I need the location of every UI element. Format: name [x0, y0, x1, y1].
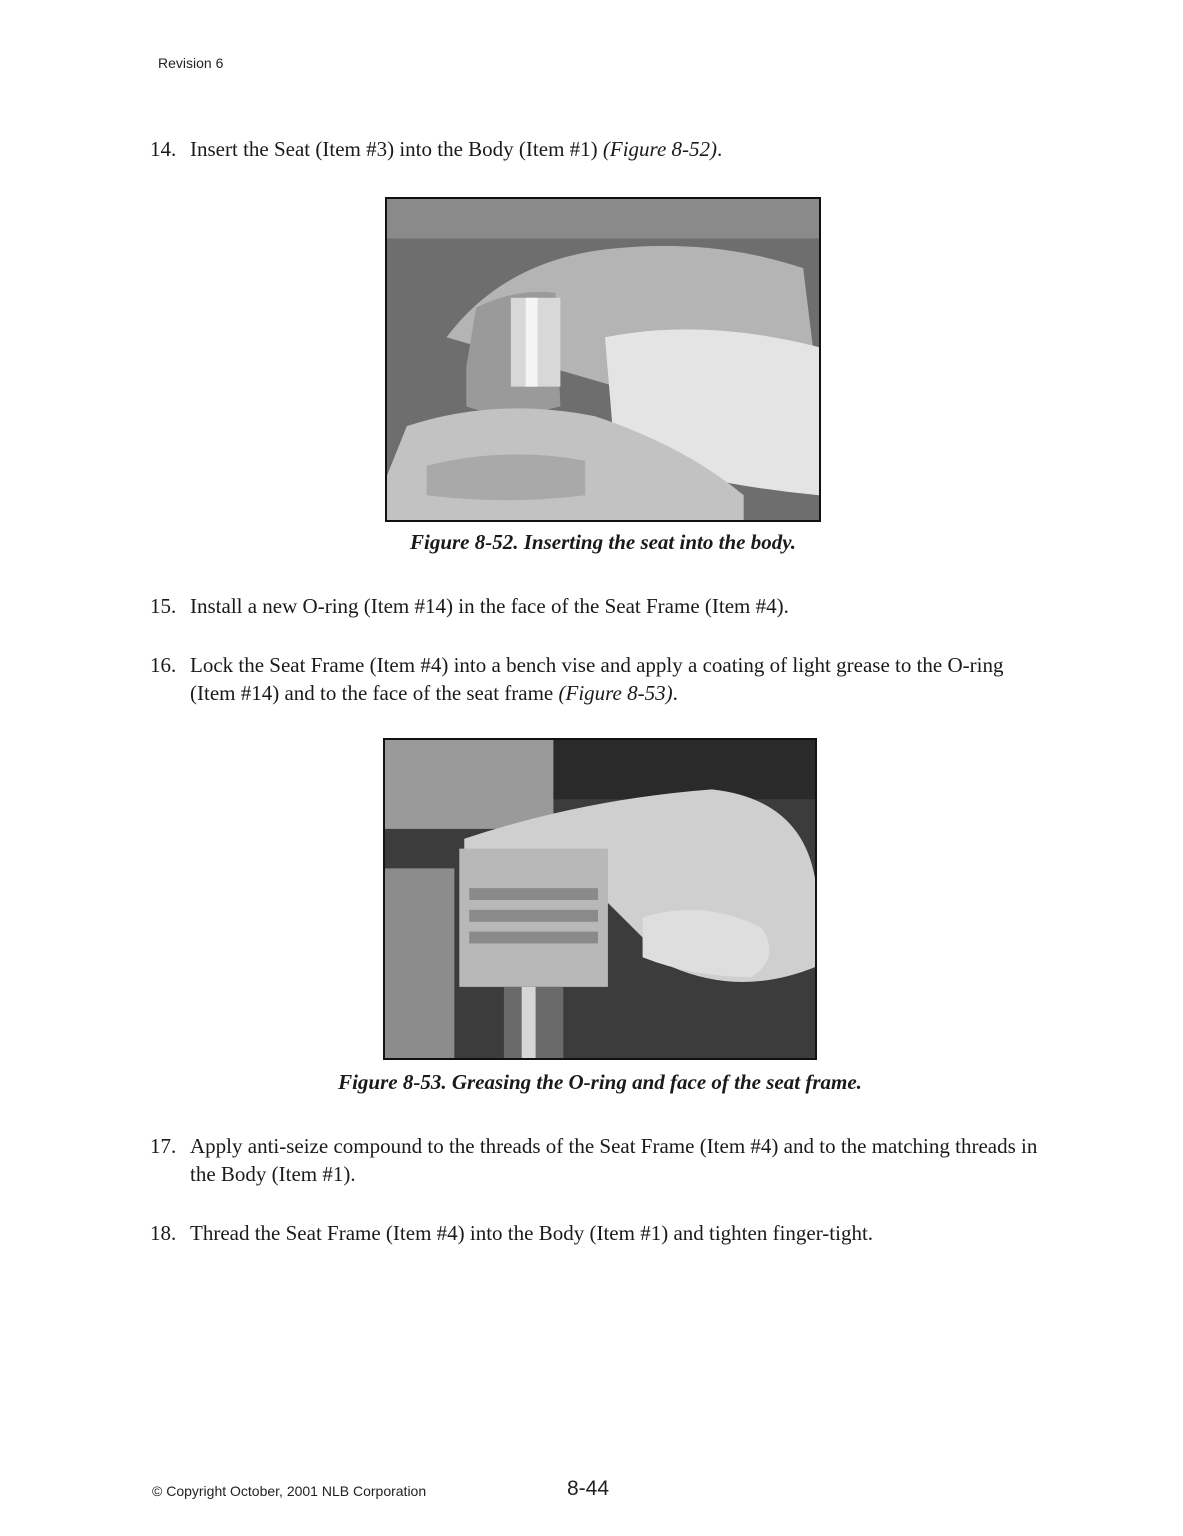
- step-text: Thread the Seat Frame (Item #4) into the Body (Item #1) and tighten finger-tight.: [190, 1221, 874, 1245]
- figure-8-52-caption: Figure 8-52. Inserting the seat into the body.: [409, 530, 796, 554]
- step-number: 14.: [150, 137, 177, 161]
- page-number: 8-44: [567, 1477, 610, 1500]
- step-number: 16.: [150, 653, 177, 677]
- revision-label: Revision 6: [158, 55, 224, 71]
- seat-insertion-photo: [387, 199, 819, 520]
- figure-8-53-photo: [383, 738, 817, 1060]
- copyright-notice: © Copyright October, 2001 NLB Corporation: [152, 1483, 427, 1499]
- figure-reference: (Figure 8-53): [558, 681, 673, 705]
- step-text: Apply anti-seize compound to the threads of the Seat Frame (Item #4) and to the matching threads in the Body (Item #1).: [190, 1134, 1038, 1186]
- step-17: [150, 1132, 1050, 1188]
- seat-frame-greasing-photo: [385, 740, 815, 1058]
- step-text: Insert the Seat (Item #3) into the Body (Item #1) (Figure 8-52).: [190, 137, 723, 161]
- step-text: Lock the Seat Frame (Item #4) into a bench vise and apply a coating of light grease to the O-ring (Item #14) and to the face of the seat frame (Figure 8-53).: [190, 653, 1004, 705]
- figure-reference: (Figure 8-52): [602, 137, 718, 161]
- figure-8-53-caption: Figure 8-53. Greasing the O-ring and face of the seat frame.: [338, 1070, 862, 1094]
- step-number: 17.: [150, 1134, 177, 1158]
- step-16: [150, 651, 1050, 707]
- step-18: [150, 1219, 1050, 1247]
- step-number: 15.: [150, 594, 177, 618]
- step-text: Install a new O-ring (Item #14) in the face of the Seat Frame (Item #4).: [190, 594, 789, 618]
- step-15: [150, 592, 1050, 620]
- step-14: [150, 135, 1050, 163]
- figure-8-52-photo: [385, 197, 821, 522]
- step-number: 18.: [150, 1221, 177, 1245]
